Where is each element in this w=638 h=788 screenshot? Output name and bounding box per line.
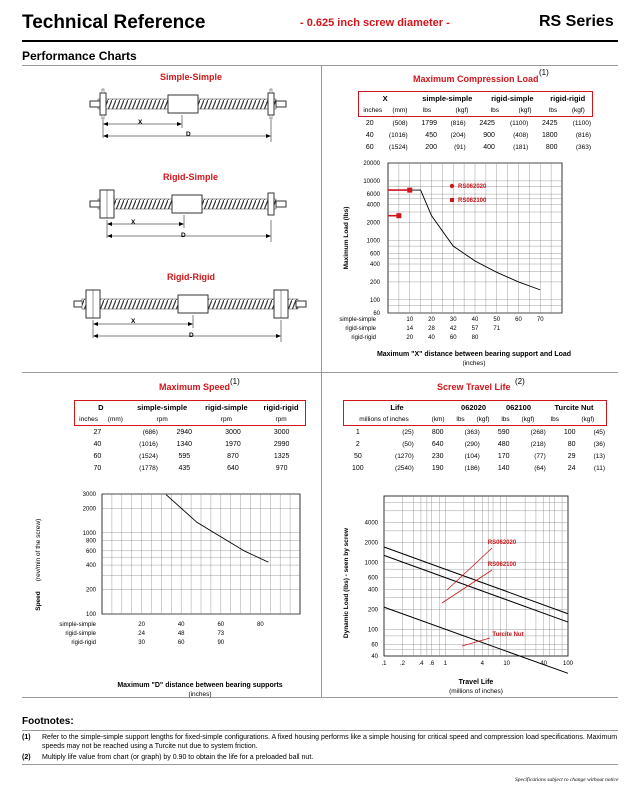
x-tick-label: 57 [471, 326, 479, 332]
y-axis-label: Dynamic Load (lbs) - seen by screw [343, 527, 350, 639]
life-subheader: (kgf) [521, 415, 535, 423]
x-tick-label: 20 [406, 335, 414, 341]
speed-table-body [74, 426, 306, 474]
life-cell: 1 [355, 428, 360, 436]
speed-cell: 1340 [176, 440, 193, 448]
col-turcite: Turcite Nut [554, 402, 594, 412]
life-cell: 80 [567, 440, 576, 448]
speed-cell: 27 [93, 428, 102, 436]
life-cell: (1270) [395, 452, 414, 460]
table-row [343, 450, 607, 462]
footnote-2-num: (2) [22, 754, 31, 761]
life-table [343, 401, 607, 425]
x-row-label: rigid-rigid [351, 335, 376, 341]
life-subheader: millions of inches [359, 415, 409, 423]
speed-cell: (686) [142, 428, 158, 436]
life-cell: 29 [567, 452, 576, 460]
col-simple-simple: simple-simple [422, 93, 473, 103]
speed-cell: (1524) [139, 452, 158, 460]
y-tick-label: 100 [367, 627, 378, 634]
life-title [437, 382, 511, 392]
x-row-label: rigid-simple [345, 326, 376, 332]
footnote-1-text: Refer to the simple-simple support lengths for fixed-simple configurations. A fixed housing performs like a simple housing for critical speed and compression load specifications. Maximum speeds may not be reached using a Turcite nut due to system friction. [42, 734, 618, 750]
speed-cell: 435 [178, 464, 191, 472]
life-cell: 100 [563, 428, 576, 436]
x-row-label: rigid-rigid [71, 640, 96, 646]
table-row [74, 426, 306, 438]
x-row-label: rigid-simple [65, 631, 96, 637]
col-rigid-rigid: rigid-rigid [263, 402, 299, 412]
y-tick-label: 600 [369, 251, 380, 258]
life-subheader: lbs [550, 415, 559, 423]
compression-title-text: Maximum Compression Load [413, 74, 539, 84]
life-cell: (13) [593, 452, 605, 460]
speed-subheader: rpm [275, 415, 287, 423]
x-tick-label: 40 [540, 661, 547, 667]
life-cell: 140 [497, 464, 510, 472]
y-axis-sublabel: (rev/min of the screw) [35, 518, 42, 582]
col-rigid-simple: rigid-simple [205, 402, 248, 412]
col-rigid-rigid: rigid-rigid [550, 93, 586, 103]
life-cell: (11) [593, 464, 605, 472]
speed-cell: 1970 [225, 440, 241, 448]
x-tick-label: 40 [471, 317, 479, 323]
y-tick-label: 40 [371, 654, 378, 660]
compression-cell: 200 [425, 143, 437, 151]
life-cell: 50 [353, 452, 362, 460]
life-cell: (64) [534, 464, 546, 472]
life-cell: (290) [464, 440, 480, 448]
diagram-title-simple-simple: Simple-Simple [160, 72, 223, 82]
footnote-2 [22, 753, 618, 762]
compression-cell: 2425 [479, 119, 495, 127]
legend-square-rs062100 [450, 198, 454, 202]
life-title-text: Screw Travel Life [437, 382, 511, 392]
x-tick-label: .1 [381, 661, 387, 667]
table-row [358, 129, 593, 141]
y-tick-label: 1000 [364, 560, 378, 567]
y-tick-label: 3000 [82, 492, 96, 498]
compression-subheader: inches [363, 106, 383, 114]
life-cell: (25) [402, 428, 414, 436]
rigid-simple-diagram [90, 190, 286, 242]
life-subheader: (kgf) [581, 415, 595, 423]
speed-cell: 970 [275, 464, 288, 472]
x-tick-label: .4 [418, 661, 424, 667]
compression-cell: (363) [575, 143, 591, 151]
speed-cell: 640 [227, 464, 239, 472]
y-tick-label: 400 [85, 563, 96, 570]
speed-cell: 2990 [273, 440, 290, 448]
speed-title [159, 382, 230, 392]
annotation-turcite-nut: Turcite Nut [492, 632, 524, 638]
y-axis-label: Maximum Load (lbs) [343, 206, 350, 270]
travel-life-chart [322, 488, 618, 698]
y-tick-label: 400 [367, 587, 378, 594]
y-axis-label: Speed [35, 591, 42, 611]
screw-diagrams [60, 80, 320, 360]
compression-subheader: (kgf) [455, 106, 469, 114]
x-tick-label: 70 [536, 317, 544, 323]
x-axis-sublabel: (inches) [462, 360, 486, 367]
col-062020: 062020 [461, 402, 487, 412]
compression-cell: 400 [483, 143, 495, 151]
x-tick-label: 28 [428, 326, 435, 332]
table-row [74, 438, 306, 450]
plot-area [384, 496, 568, 656]
compression-note: (1) [539, 68, 549, 77]
life-cell: 800 [431, 428, 444, 436]
compression-cell: 40 [365, 131, 374, 139]
life-cell: (2540) [395, 464, 414, 472]
diagram-title-rigid-rigid: Rigid-Rigid [167, 272, 215, 282]
speed-cell: (1778) [139, 464, 158, 472]
legend-dot-rs062020 [450, 184, 454, 188]
col-062100: 062100 [505, 402, 532, 412]
life-cell: (104) [464, 452, 480, 460]
compression-cell: (181) [513, 143, 529, 151]
series-name: RS Series [539, 13, 614, 30]
life-cell: 2 [355, 440, 360, 448]
rs062100-marker [396, 213, 401, 218]
section-title: Performance Charts [22, 49, 137, 63]
compression-cell: (1100) [572, 119, 591, 127]
compression-cell: 900 [483, 131, 495, 139]
y-tick-label: 2000 [366, 220, 380, 227]
life-cell: (77) [534, 452, 546, 460]
compression-load-chart [322, 155, 618, 371]
x-tick-label: 71 [493, 326, 501, 332]
x-row-label: simple-simple [59, 622, 96, 628]
footnotes-rule-2 [22, 764, 618, 765]
y-tick-label: 6000 [366, 192, 380, 199]
header-rule [22, 40, 618, 42]
x-row-label: simple-simple [339, 317, 376, 323]
speed-subheader: rpm [220, 415, 232, 423]
y-tick-label: 200 [367, 607, 378, 614]
x-tick-label: .2 [399, 661, 405, 667]
speed-subheader: inches [79, 415, 98, 423]
life-cell: (45) [593, 428, 605, 436]
y-tick-label: 60 [373, 311, 380, 317]
compression-subheader: lbs [490, 106, 500, 114]
life-cell: (363) [464, 428, 480, 436]
x-tick-label: 10 [503, 661, 511, 667]
annotation-rs062100: RS062100 [487, 562, 517, 568]
compression-table [358, 92, 593, 116]
speed-cell: (1016) [139, 440, 158, 448]
speed-chart [22, 488, 321, 698]
life-cell: 100 [352, 464, 364, 472]
diagram-title-rigid-simple: Rigid-Simple [163, 172, 219, 182]
life-cell: (36) [593, 440, 605, 448]
dim-d-3: D [189, 332, 194, 339]
footnote-1 [22, 733, 618, 751]
x-axis-sublabel: (inches) [188, 691, 212, 698]
x-tick-label: 60 [177, 640, 185, 646]
table-row [358, 117, 593, 129]
life-cell: (268) [530, 428, 546, 436]
page-title: Technical Reference [22, 12, 206, 33]
x-tick-label: 90 [217, 640, 225, 646]
speed-cell: 2940 [176, 428, 193, 436]
footnotes-title: Footnotes: [22, 716, 74, 727]
y-tick-label: 200 [85, 587, 96, 594]
y-tick-label: 600 [367, 575, 378, 582]
col-d: D [98, 402, 104, 412]
legend-label-rs062020: RS062020 [458, 184, 487, 190]
footnote-1-num: (1) [22, 734, 31, 741]
speed-cell: 3000 [225, 428, 241, 436]
y-tick-label: 2000 [364, 540, 378, 547]
x-axis-label: Maximum "X" distance between bearing support and Load [376, 351, 572, 358]
dim-d-2: D [181, 232, 186, 239]
page-subtitle: - 0.625 inch screw diameter - [300, 17, 450, 29]
x-tick-label: 100 [562, 661, 574, 667]
x-tick-label: .6 [429, 661, 435, 667]
life-cell: 170 [497, 452, 510, 460]
col-x: X [382, 93, 388, 103]
col-life: Life [390, 402, 404, 412]
x-tick-label: 60 [515, 317, 522, 323]
table-row [343, 426, 607, 438]
dim-x-2: X [131, 219, 136, 226]
x-axis-label: Travel Life [458, 679, 494, 686]
x-tick-label: 20 [428, 317, 435, 323]
compression-cell: 800 [545, 143, 558, 151]
life-cell: (186) [464, 464, 480, 472]
speed-cell: 40 [93, 440, 102, 448]
x-tick-label: 10 [406, 317, 414, 323]
footnote-2-text: Multiply life value from chart (or graph) by 0.90 to obtain the life for a preloaded ball nut. [42, 754, 314, 761]
y-tick-label: 100 [85, 612, 96, 618]
x-tick-label: 4 [480, 661, 484, 667]
x-tick-label: 24 [138, 631, 145, 637]
x-tick-label: 48 [177, 631, 185, 637]
speed-cell: 3000 [273, 428, 290, 436]
table-row [74, 462, 306, 474]
speed-cell: 595 [178, 452, 191, 460]
life-cell: 640 [431, 440, 444, 448]
y-tick-label: 400 [369, 262, 380, 269]
y-tick-label: 2000 [82, 506, 96, 513]
speed-table [74, 401, 306, 425]
compression-cell: 1799 [421, 119, 437, 127]
footnotes-rule [22, 730, 618, 731]
x-tick-label: 20 [138, 622, 145, 628]
y-tick-label: 800 [85, 538, 96, 545]
compression-cell: 20 [365, 119, 374, 127]
life-cell: 480 [497, 440, 510, 448]
life-table-body [343, 426, 607, 474]
compression-cell: (91) [454, 143, 466, 151]
compression-cell: 1800 [541, 131, 558, 139]
x-tick-label: 14 [406, 326, 414, 332]
y-tick-label: 1000 [366, 238, 380, 245]
speed-cell: 1325 [273, 452, 290, 460]
life-cell: 24 [567, 464, 576, 472]
y-tick-label: 200 [369, 279, 380, 286]
annotation-rs062020: RS062020 [487, 540, 517, 546]
compression-cell: (1100) [509, 119, 529, 127]
compression-cell: (204) [450, 131, 466, 139]
compression-cell: 450 [425, 131, 437, 139]
speed-cell: 870 [227, 452, 239, 460]
y-tick-label: 100 [369, 297, 380, 304]
y-tick-label: 1000 [82, 530, 96, 537]
y-tick-label: 4000 [364, 520, 378, 527]
compression-cell: (816) [575, 131, 591, 139]
x-tick-label: 80 [471, 335, 479, 341]
compression-cell: (816) [450, 119, 466, 127]
x-tick-label: 42 [449, 326, 457, 332]
dim-x-1: X [138, 119, 143, 126]
x-tick-label: 30 [449, 317, 457, 323]
life-cell: 190 [431, 464, 444, 472]
x-axis-sublabel: (millions of inches) [449, 688, 503, 695]
speed-cell: 60 [93, 452, 102, 460]
legend-label-rs062100: RS062100 [458, 198, 487, 204]
table-row [74, 450, 306, 462]
life-subheader: lbs [456, 415, 465, 423]
compression-subheader: (mm) [392, 106, 408, 114]
x-tick-label: 1 [443, 661, 448, 667]
compression-subheader: lbs [422, 106, 432, 114]
x-axis-label: Maximum "D" distance between bearing supports [117, 682, 283, 689]
compression-cell: 2425 [541, 119, 558, 127]
compression-cell: (408) [513, 131, 529, 139]
life-subheader: (kgf) [476, 415, 490, 423]
life-subheader: (km) [431, 415, 445, 423]
dim-d-1: D [186, 131, 191, 138]
x-tick-label: 73 [217, 631, 225, 637]
y-tick-label: 600 [85, 548, 96, 555]
x-tick-label: 80 [257, 622, 264, 628]
compression-cell: (1016) [388, 131, 408, 139]
compression-subheader: (kgf) [571, 106, 585, 114]
life-note: (2) [515, 377, 525, 386]
life-cell: (50) [402, 440, 414, 448]
life-cell: 230 [431, 452, 444, 460]
rs062020-marker [407, 188, 412, 193]
dim-x-3: X [131, 318, 136, 325]
x-tick-label: 50 [493, 317, 501, 323]
x-tick-label: 60 [217, 622, 225, 628]
x-tick-label: 40 [177, 622, 185, 628]
compression-subheader: lbs [548, 106, 558, 114]
compression-subheader: (kgf) [518, 106, 532, 114]
y-tick-label: 60 [371, 642, 378, 649]
col-rigid-simple: rigid-simple [491, 93, 534, 103]
compression-table-body [358, 117, 593, 153]
x-tick-label: 30 [138, 640, 145, 646]
x-tick-label: 60 [449, 335, 457, 341]
table-row [358, 141, 593, 153]
speed-note: (1) [230, 377, 240, 386]
y-tick-label: 20000 [363, 161, 380, 167]
x-tick-label: 40 [428, 335, 435, 341]
speed-subheader: rpm [156, 415, 168, 423]
disclaimer: Specifications subject to change without notice [515, 777, 619, 783]
y-tick-label: 4000 [366, 202, 380, 209]
compression-title [413, 74, 539, 84]
life-cell: 590 [497, 428, 510, 436]
y-tick-label: 10000 [363, 178, 380, 185]
life-subheader: lbs [501, 415, 510, 423]
compression-cell: (1524) [388, 143, 408, 151]
table-row [343, 462, 607, 474]
compression-cell: (508) [392, 119, 408, 127]
speed-subheader: (mm) [107, 415, 123, 423]
compression-cell: 60 [365, 143, 374, 151]
speed-title-text: Maximum Speed [159, 382, 231, 392]
col-simple-simple: simple-simple [137, 402, 188, 412]
speed-cell: 70 [93, 464, 102, 472]
table-row [343, 438, 607, 450]
life-cell: (218) [530, 440, 546, 448]
